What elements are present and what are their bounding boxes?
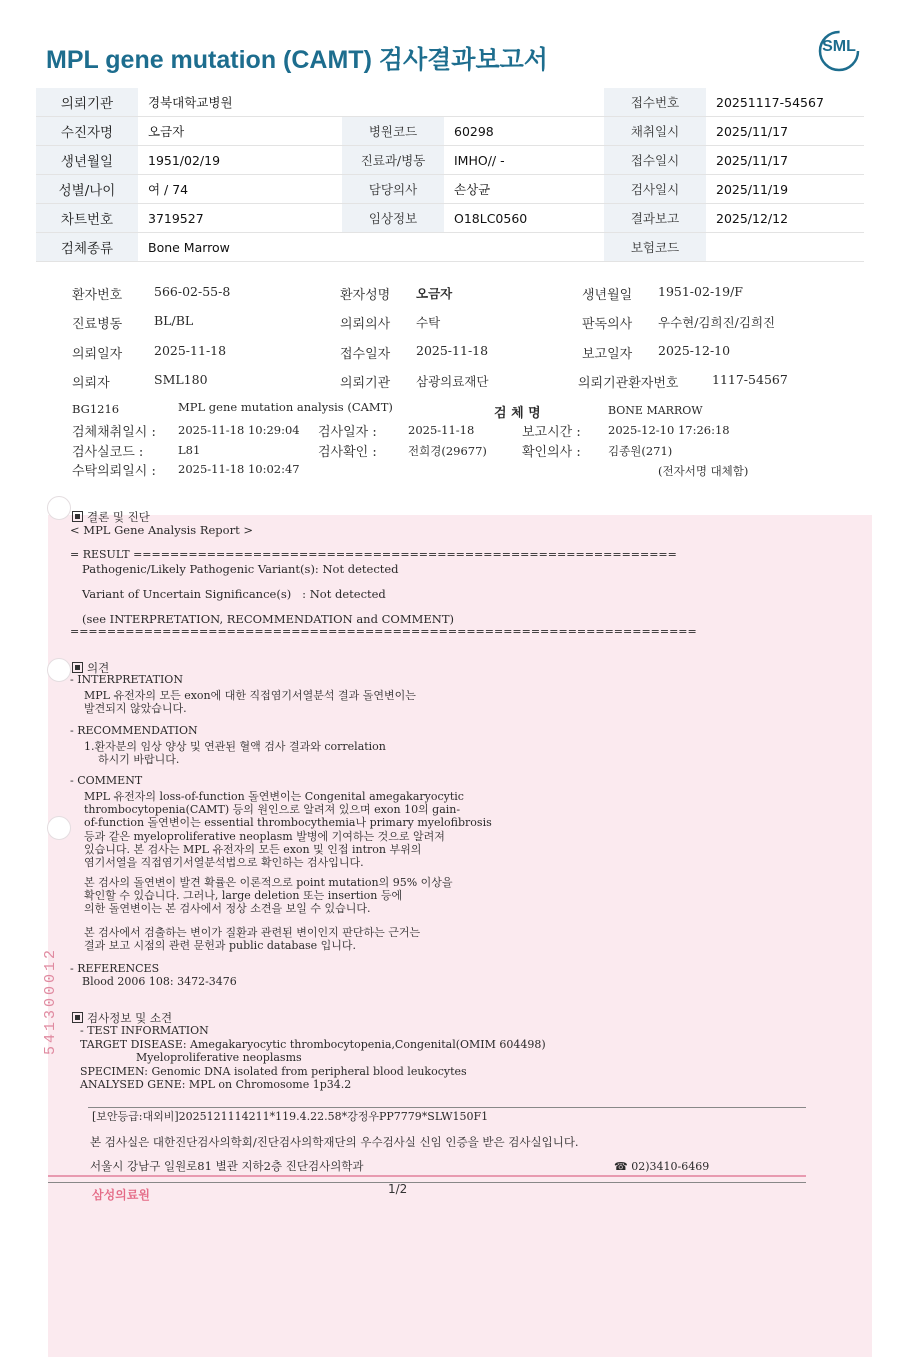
info-label: 환자성명 [340, 288, 391, 303]
contract-label: 수탁의뢰일시 : [72, 464, 156, 479]
header-value [444, 88, 604, 117]
target-disease: TARGET DISEASE: Amegakaryocytic thrombocytopenia,Congenital(OMIM 604498) [80, 1038, 546, 1051]
page-title: MPL gene mutation (CAMT) 검사결과보고서 [46, 46, 548, 74]
info-label: 의뢰기관환자번호 [578, 376, 679, 391]
comment-line: MPL 유전자의 loss-of-function 돌연변이는 Congenital amegakaryocytic [84, 790, 464, 803]
result-header: = RESULT =========================================================== [70, 548, 677, 561]
logo-text: SML [822, 38, 856, 55]
lab-code-label: 검사실코드 : [72, 445, 144, 460]
header-label: 수진자명 [36, 117, 138, 146]
header-label: 임상정보 [342, 204, 444, 233]
header-table [36, 88, 864, 262]
info-value: 566-02-55-8 [154, 284, 231, 299]
info-value: SML180 [154, 372, 208, 387]
punch-hole [47, 658, 71, 682]
header-value: 20251117-54567 [706, 88, 864, 117]
info-label: 판독의사 [582, 317, 633, 332]
header-label: 의뢰기관 [36, 88, 138, 117]
recommendation-heading: - RECOMMENDATION [70, 724, 198, 737]
header-label: 검사일시 [604, 175, 706, 204]
comment-line: 염기서열을 직접염기서열분석법으로 확인하는 검사입니다. [84, 856, 364, 869]
section-conclusion-label: 결론 및 진단 [87, 510, 150, 524]
result-pathogenic: Pathogenic/Likely Pathogenic Variant(s): Not detected [82, 562, 399, 576]
lab-address: 서울시 강남구 일원로81 별관 지하2층 진단검사의학과 [90, 1159, 364, 1173]
header-row [36, 117, 864, 146]
header-label: 진료과/병동 [342, 146, 444, 175]
specimen-info: SPECIMEN: Genomic DNA isolated from peripheral blood leukocytes [80, 1065, 467, 1078]
comment-line: 결과 보고 시점의 관련 문헌과 public database 입니다. [84, 939, 357, 953]
result-vus: Variant of Uncertain Significance(s) : Not detected [82, 587, 386, 601]
checkbox-icon [72, 662, 83, 673]
info-value: 2025-12-10 [658, 343, 731, 358]
header-label: 접수번호 [604, 88, 706, 117]
header-label [342, 88, 444, 117]
header-value: 60298 [444, 117, 604, 146]
header-value: 2025/11/19 [706, 175, 864, 204]
header-label: 보험코드 [604, 233, 706, 262]
confirm-value: 전희경(29677) [408, 444, 487, 458]
info-value: 2025-11-18 [154, 343, 227, 358]
header-row [36, 88, 864, 117]
comment-line: 확인할 수 있습니다. 그러나, large deletion 또는 insertion 등에 [84, 889, 403, 903]
header-value: 2025/12/12 [706, 204, 864, 233]
references-heading: - REFERENCES [70, 962, 160, 975]
test-date-value: 2025-11-18 [408, 423, 475, 437]
reference-item: Blood 2006 108: 3472-3476 [82, 975, 237, 988]
report-subtitle: < MPL Gene Analysis Report > [70, 523, 253, 537]
info-value: 우수현/김희진/김희진 [658, 315, 776, 330]
checkbox-icon [72, 511, 83, 522]
header-value: IMHO// - [444, 146, 604, 175]
header-value: 경북대학교병원 [138, 88, 342, 117]
specimen-label: 검 체 명 [494, 406, 541, 421]
info-value: BL/BL [154, 313, 194, 328]
header-value [706, 233, 864, 262]
comment-heading: - COMMENT [70, 774, 143, 787]
header-row [36, 233, 864, 262]
esign-note: (전자서명 대체함) [658, 464, 749, 478]
header-label: 성별/나이 [36, 175, 138, 204]
vertical-stamp-number: 541300012 [42, 946, 59, 1055]
header-label: 채취일시 [604, 117, 706, 146]
section-testinfo-label: 검사정보 및 소견 [87, 1011, 173, 1025]
header-value: 1951/02/19 [138, 146, 342, 175]
collect-label: 검체채취일시 : [72, 425, 156, 440]
specimen-value: BONE MARROW [608, 404, 703, 417]
test-info-heading: - TEST INFORMATION [80, 1024, 209, 1037]
test-code: BG1216 [72, 402, 120, 416]
recommendation-line: 하시기 바랍니다. [98, 753, 180, 766]
info-label: 보고일자 [582, 347, 633, 362]
checkbox-icon [72, 1012, 83, 1023]
lab-code-value: L81 [178, 443, 201, 457]
info-label: 환자번호 [72, 288, 123, 303]
info-value: 오금자 [416, 286, 453, 301]
punch-hole [47, 816, 71, 840]
header-label: 검체종류 [36, 233, 138, 262]
interpretation-line: MPL 유전자의 모든 exon에 대한 직접염기서열분석 결과 돌연변이는 [84, 689, 416, 702]
comment-line: 있습니다. 본 검사는 MPL 유전자의 모든 exon 및 인접 intron 부위의 [84, 842, 422, 856]
comment-line: 등과 같은 myeloproliferative neoplasm 발병에 기여하는 것으로 알려져 [84, 829, 445, 843]
header-label: 결과보고 [604, 204, 706, 233]
header-label [342, 233, 444, 262]
result-see: (see INTERPRETATION, RECOMMENDATION and COMMENT) [82, 612, 454, 626]
analysed-gene: ANALYSED GENE: MPL on Chromosome 1p34.2 [80, 1078, 352, 1091]
info-label: 의뢰일자 [72, 347, 123, 362]
punch-hole [47, 496, 71, 520]
header-value: O18LC0560 [444, 204, 604, 233]
info-value: 수탁 [416, 315, 441, 330]
lab-phone: ☎ 02)3410-6469 [614, 1160, 710, 1173]
page-number: 1/2 [388, 1182, 408, 1196]
header-value: 2025/11/17 [706, 117, 864, 146]
section-opinion-label: 의견 [87, 661, 110, 675]
header-row [36, 204, 864, 233]
test-date-label: 검사일자 : [318, 425, 377, 440]
info-label: 생년월일 [582, 288, 633, 303]
header-label: 생년월일 [36, 146, 138, 175]
header-value: 2025/11/17 [706, 146, 864, 175]
header-value: 손상균 [444, 175, 604, 204]
info-label: 진료병동 [72, 317, 123, 332]
header-label: 담당의사 [342, 175, 444, 204]
comment-line: thrombocytopenia(CAMT) 등의 원인으로 알려져 있으며 exon 10의 gain- [84, 803, 461, 817]
report-time-value: 2025-12-10 17:26:18 [608, 423, 730, 437]
confirm-label: 검사확인 : [318, 445, 377, 460]
recommendation-line: 1.환자분의 임상 양상 및 연관된 혈액 검사 결과와 correlation [84, 740, 386, 753]
info-label: 의뢰기관 [340, 376, 391, 391]
header-value: 3719527 [138, 204, 342, 233]
doctor-label: 확인의사 : [522, 445, 581, 460]
info-value: 삼광의료재단 [416, 374, 489, 389]
header-row [36, 175, 864, 204]
result-footer: ==================================================================== [70, 625, 697, 638]
pink-rule [48, 1175, 806, 1177]
info-label: 의뢰의사 [340, 317, 391, 332]
scanned-report [42, 270, 872, 1230]
comment-line: of-function 돌연변이는 essential thrombocythemia나 primary myelofibrosis [84, 816, 492, 830]
header-value: 여 / 74 [138, 175, 342, 204]
interpretation-line: 발견되지 않았습니다. [84, 702, 187, 715]
comment-line: 의한 돌연변이는 본 검사에서 정상 소견을 보일 수 있습니다. [84, 902, 371, 916]
header-label: 접수일시 [604, 146, 706, 175]
info-label: 의뢰자 [72, 376, 110, 391]
info-value: 1117-54567 [712, 372, 788, 387]
contract-value: 2025-11-18 10:02:47 [178, 462, 300, 476]
info-value: 2025-11-18 [416, 343, 489, 358]
info-value: 1951-02-19/F [658, 284, 743, 299]
info-label: 접수일자 [340, 347, 391, 362]
header-row [36, 146, 864, 175]
target-disease-2: Myeloproliferative neoplasms [80, 1051, 302, 1064]
certification-text: 본 검사실은 대한진단검사의학회/진단검사의학재단의 우수검사실 신임 인증을 받은 검사실입니다. [90, 1135, 579, 1149]
security-line: [보안등급:대외비]2025121114211*119.4.22.58*강정우PP7779*SLW150F1 [92, 1110, 489, 1123]
divider [48, 1182, 806, 1183]
collect-value: 2025-11-18 10:29:04 [178, 423, 300, 437]
header-value [444, 233, 604, 262]
doctor-value: 김종원(271) [608, 444, 673, 458]
interpretation-heading: - INTERPRETATION [70, 673, 183, 686]
header-value: 오금자 [138, 117, 342, 146]
comment-line: 본 검사에서 검출하는 변이가 질환과 관련된 변이인지 판단하는 근거는 [84, 926, 421, 939]
test-name: MPL gene mutation analysis (CAMT) [178, 400, 393, 414]
footer-hospital-name: 삼성의료원 [92, 1188, 150, 1202]
report-time-label: 보고시간 : [522, 425, 581, 440]
header-label: 병원코드 [342, 117, 444, 146]
header-label: 차트번호 [36, 204, 138, 233]
comment-line: 본 검사의 돌연변이 발견 확률은 이론적으로 point mutation의 95% 이상을 [84, 876, 453, 889]
header-value: Bone Marrow [138, 233, 342, 262]
